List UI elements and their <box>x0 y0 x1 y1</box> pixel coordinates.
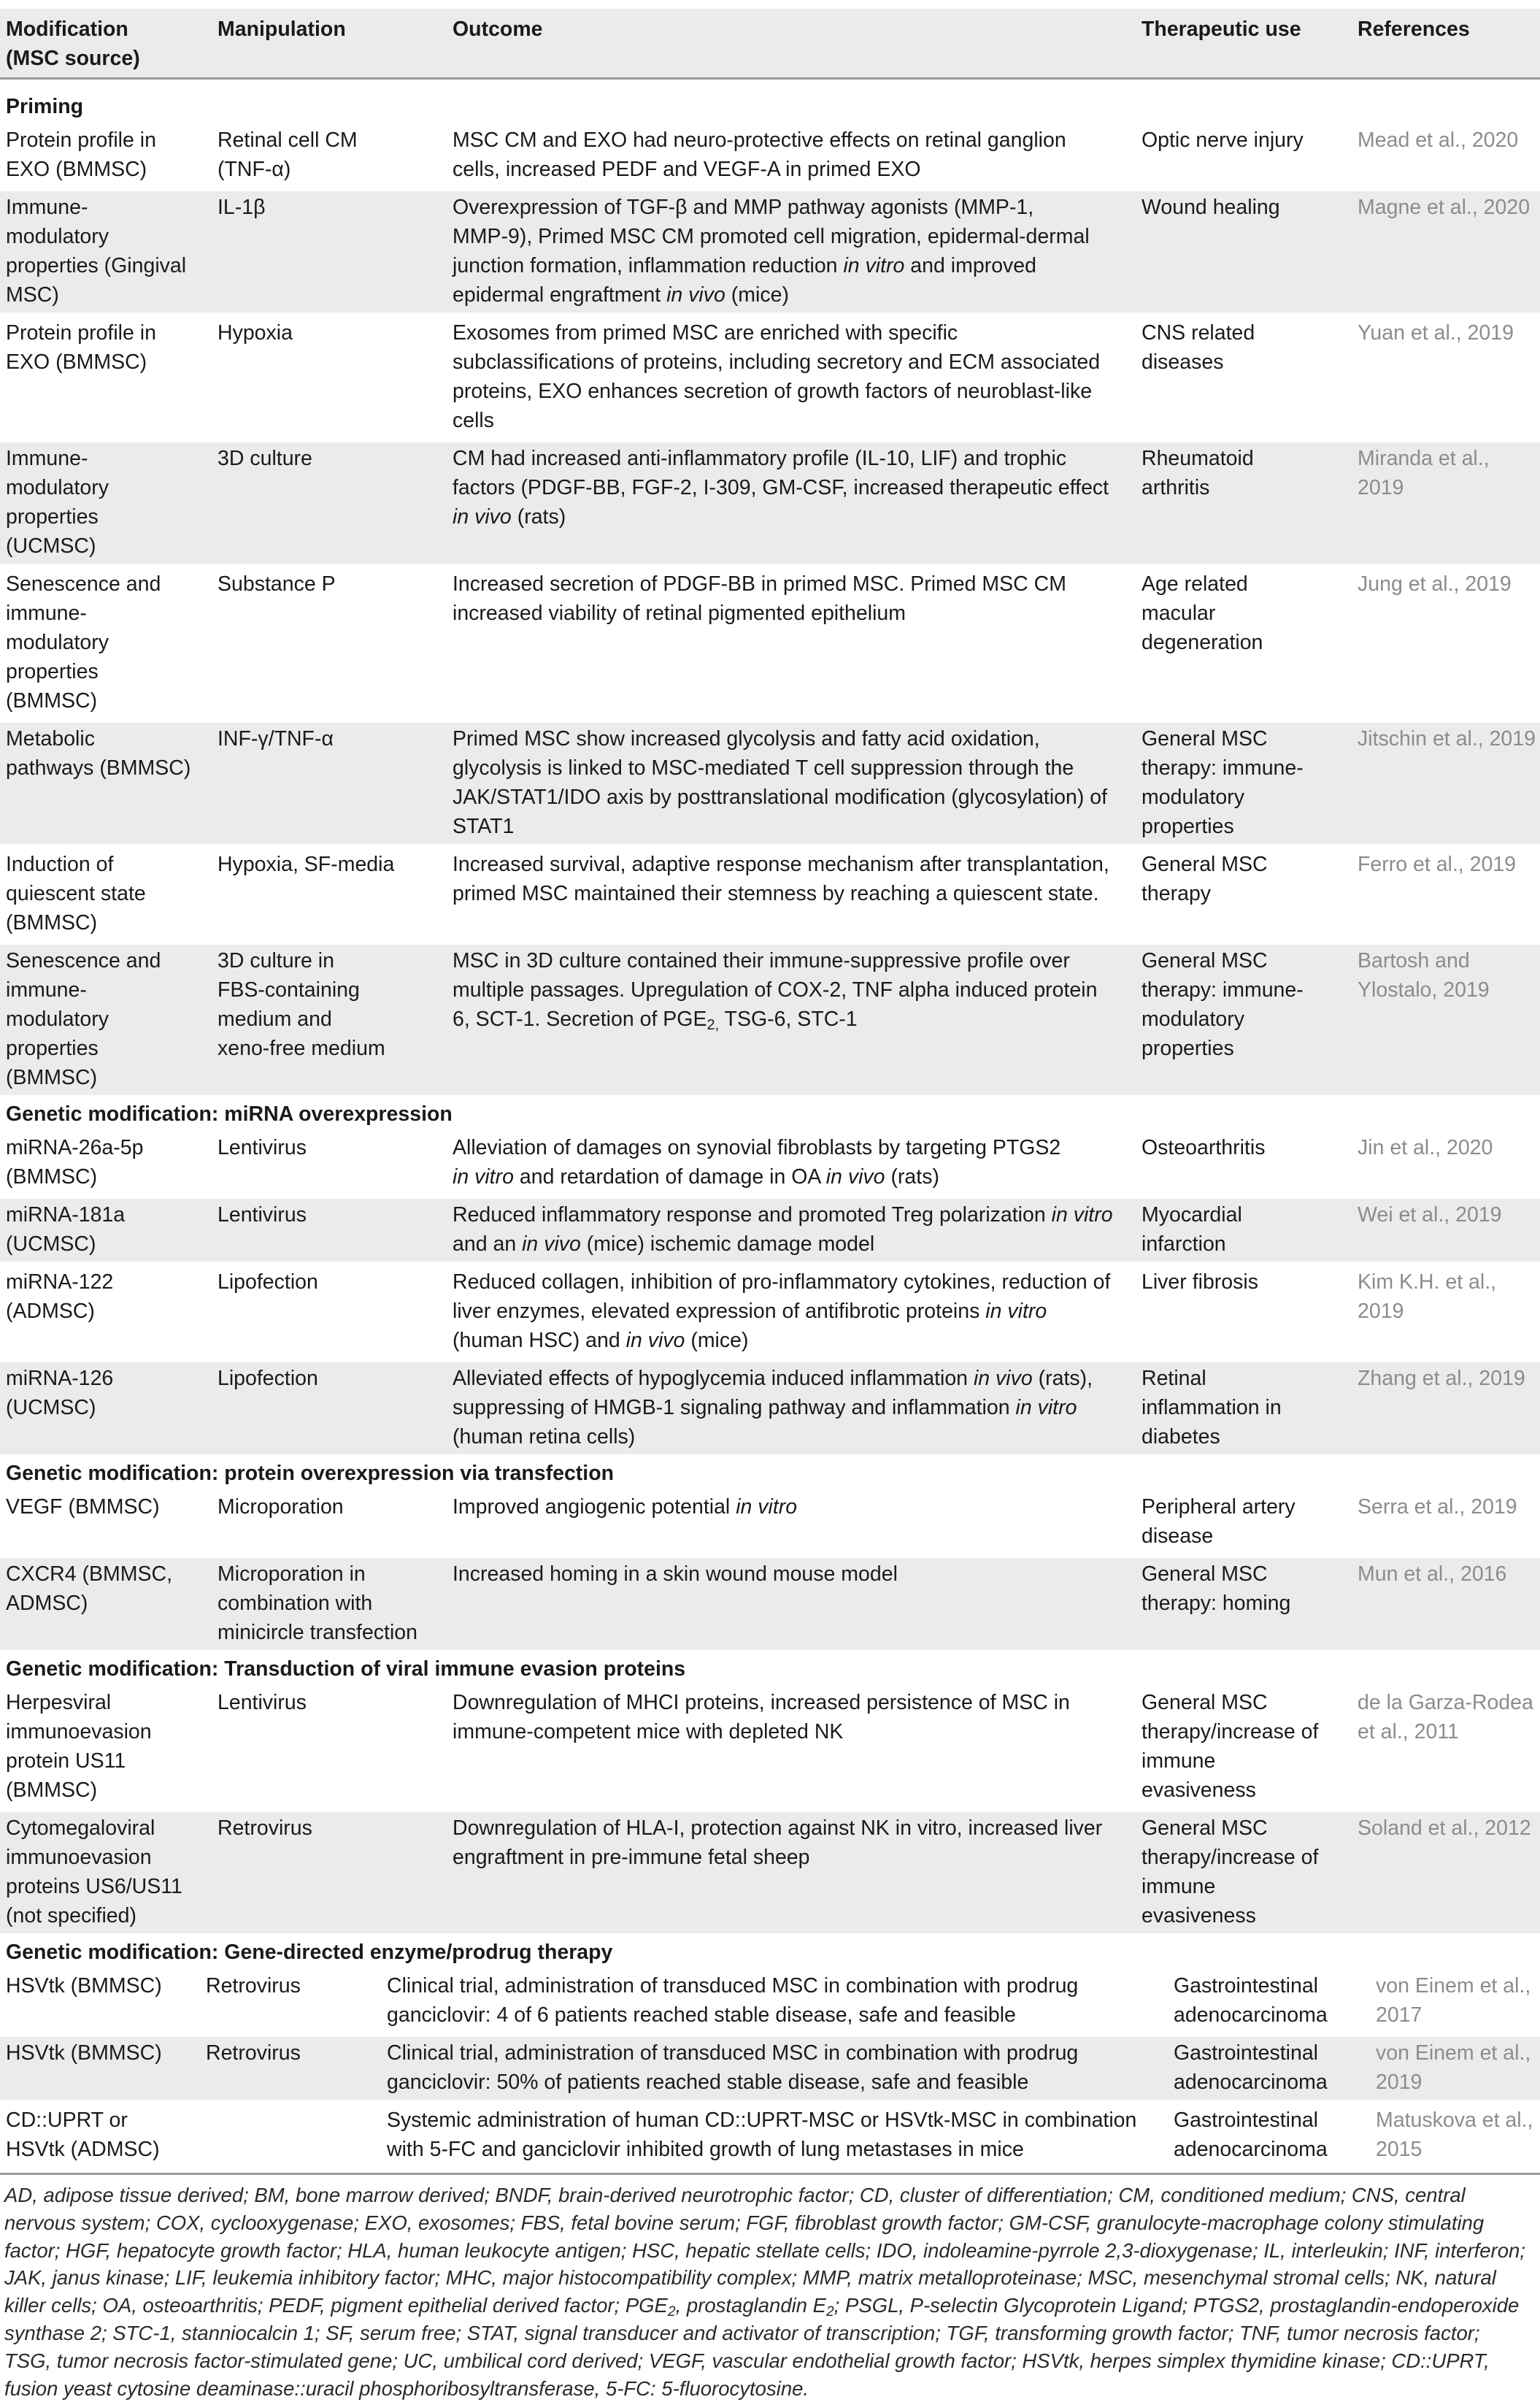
header-manipulation: Manipulation <box>217 18 346 41</box>
table-row <box>0 1362 1540 1454</box>
section-heading <box>0 1654 1540 1687</box>
outcome-cell: Reduced collagen, inhibition of pro-inflammatory cytokines, reduction of liver enzymes, elevated expression of antifibrotic proteins in vitro (human HSC) and in vivo (mice) <box>453 1270 1111 1352</box>
reference-cell: Yuan et al., 2019 <box>1358 321 1514 345</box>
modification-cell: Senescence and immune- modulatory properties (BMMSC) <box>6 572 161 713</box>
table-row <box>0 191 1540 312</box>
modification-cell: Metabolic pathways (BMMSC) <box>6 727 191 780</box>
table-row <box>0 1132 1540 1194</box>
therapeutic-use-cell: Osteoarthritis <box>1141 1136 1266 1159</box>
header-outcome: Outcome <box>453 18 543 41</box>
section-title: Genetic modification: protein overexpression via transfection <box>6 1462 615 1485</box>
table-row <box>0 945 1540 1095</box>
manipulation-cell: Lentivirus <box>217 1203 307 1227</box>
section-title: Priming <box>6 95 84 118</box>
manipulation-cell: 3D culture <box>217 447 312 470</box>
therapeutic-use-cell: Gastrointestinal adenocarcinoma <box>1174 2041 1328 2094</box>
table-row <box>0 1266 1540 1358</box>
table-row <box>0 1558 1540 1650</box>
header-modification-line: Modification <box>6 18 128 41</box>
outcome-cell: Increased survival, adaptive response mechanism after transplantation, primed MSC maintained their stemness by reaching a quiescent state. <box>453 853 1109 905</box>
manipulation-cell: Microporation in combination with minicircle transfection <box>217 1562 418 1644</box>
therapeutic-use-cell: Rheumatoid arthritis <box>1141 447 1254 499</box>
manipulation-cell: INF-γ/TNF-α <box>217 727 334 751</box>
therapeutic-use-cell: Gastrointestinal adenocarcinoma <box>1174 2109 1328 2161</box>
manipulation-cell: Retinal cell CM (TNF-α) <box>217 128 358 181</box>
reference-cell: Ferro et al., 2019 <box>1358 853 1517 876</box>
table-row <box>0 124 1540 187</box>
outcome-cell: Increased secretion of PDGF-BB in primed MSC. Primed MSC CM increased viability of retinal pigmented epithelium <box>453 572 1066 625</box>
manipulation-cell: Lentivirus <box>217 1691 307 1714</box>
therapeutic-use-cell: Retinal inflammation in diabetes <box>1141 1367 1282 1449</box>
outcome-cell: Reduced inflammatory response and promoted Treg polarization in vitro and an in vivo (mice) ischemic damage model <box>453 1203 1113 1256</box>
therapeutic-use-cell: General MSC therapy <box>1141 853 1268 905</box>
outcome-cell: Exosomes from primed MSC are enriched with specific subclassifications of proteins, including secretory and ECM associated proteins, EXO enhances secretion of growth factors of neuroblast-like cells <box>453 321 1101 432</box>
header-references: References <box>1358 18 1470 41</box>
table-row <box>0 1491 1540 1554</box>
therapeutic-use-cell: General MSC therapy/increase of immune evasiveness <box>1141 1816 1319 1927</box>
reference-cell: von Einem et al., 2017 <box>1376 1974 1531 2027</box>
manipulation-cell: Lentivirus <box>217 1136 307 1159</box>
table-row <box>0 723 1540 844</box>
header-modification <box>6 15 140 73</box>
outcome-cell: Overexpression of TGF-β and MMP pathway agonists (MMP-1, MMP-9), Primed MSC CM promoted cell migration, epidermal-dermal junction formation, inflammation reduction in vitro and improved epidermal engraftment in vivo (mice) <box>453 196 1090 307</box>
section-title: Genetic modification: Transduction of viral immune evasion proteins <box>6 1657 686 1681</box>
outcome-cell: Increased homing in a skin wound mouse model <box>453 1562 898 1586</box>
reference-cell: Magne et al., 2020 <box>1358 196 1531 219</box>
reference-cell: Wei et al., 2019 <box>1358 1203 1502 1227</box>
therapeutic-use-cell: General MSC therapy: immune- modulatory properties <box>1141 727 1304 838</box>
outcome-cell: MSC CM and EXO had neuro-protective effects on retinal ganglion cells, increased PEDF and VEGF-A in primed EXO <box>453 128 1066 181</box>
reference-cell: von Einem et al., 2019 <box>1376 2041 1531 2094</box>
manipulation-cell: Hypoxia, SF-media <box>217 853 395 876</box>
modification-cell: Induction of quiescent state (BMMSC) <box>6 853 146 935</box>
footnote-line: AD, adipose tissue derived; BM, bone marrow derived; BNDF, brain-derived neurotrophic factor; CD, cluster of differentiation; CM, conditioned medium; CNS, central <box>4 2184 1466 2206</box>
reference-cell: Soland et al., 2012 <box>1358 1816 1531 1840</box>
modification-cell: Senescence and immune- modulatory properties (BMMSC) <box>6 949 161 1089</box>
footnote-line: JAK, janus kinase; LIF, leukemia inhibitory factor; MHC, major histocompatibility complex; MMP, matrix metalloproteinase; MSC, mesenchymal stromal cells; NK, natural <box>4 2266 1496 2290</box>
table-row <box>0 1812 1540 1933</box>
modification-cell: miRNA-126 (UCMSC) <box>6 1367 114 1419</box>
section-heading <box>0 1938 1540 1970</box>
manipulation-cell: Substance P <box>217 572 336 596</box>
manipulation-cell: Hypoxia <box>217 321 293 345</box>
section-title: Genetic modification: Gene-directed enzyme/prodrug therapy <box>6 1941 613 1964</box>
footnote-line: fusion yeast cytosine deaminase::uracil phosphoribosyltransferase, 5-FC: 5-fluorocytosine. <box>4 2376 809 2400</box>
reference-cell: Miranda et al., 2019 <box>1358 447 1490 499</box>
table-footnote <box>4 2182 1534 2402</box>
header-modification-line: (MSC source) <box>6 47 140 70</box>
therapeutic-use-cell: Peripheral artery disease <box>1141 1495 1295 1548</box>
reference-cell: Mun et al., 2016 <box>1358 1562 1507 1586</box>
outcome-cell: Downregulation of HLA-I, protection against NK in vitro, increased liver engraftment in pre-immune fetal sheep <box>453 1816 1103 1869</box>
modification-cell: HSVtk (BMMSC) <box>6 2041 162 2065</box>
modification-cell: Protein profile in EXO (BMMSC) <box>6 128 156 181</box>
manipulation-cell: IL-1β <box>217 196 266 219</box>
outcome-cell: MSC in 3D culture contained their immune-suppressive profile over multiple passages. Upregulation of COX-2, TNF alpha induced protein 6, SCT-1. Secretion of $PGE_{2,}$ TSG-6, STC-1 <box>453 949 1098 1033</box>
therapeutic-use-cell: General MSC therapy: homing <box>1141 1562 1291 1615</box>
modification-cell: VEGF (BMMSC) <box>6 1495 160 1519</box>
manipulation-cell: Lipofection <box>217 1367 318 1390</box>
modification-cell: miRNA-26a-5p (BMMSC) <box>6 1136 144 1189</box>
reference-cell: Mead et al., 2020 <box>1358 128 1519 152</box>
reference-cell: Zhang et al., 2019 <box>1358 1367 1525 1390</box>
outcome-cell: Systemic administration of human CD::UPRT-MSC or HSVtk-MSC in combination with 5-FC and ganciclovir inhibited growth of lung metastases in mice <box>387 2109 1137 2161</box>
modification-cell: CXCR4 (BMMSC, ADMSC) <box>6 1562 173 1615</box>
reference-cell: de la Garza-Rodea et al., 2011 <box>1358 1691 1533 1743</box>
modification-cell: miRNA-181a (UCMSC) <box>6 1203 126 1256</box>
reference-cell: Serra et al., 2019 <box>1358 1495 1517 1519</box>
footnote-line: TSG, tumor necrosis factor-stimulated gene; UC, umbilical cord derived; VEGF, vascular endothelial growth factor; HSVtk, herpes simplex thymidine kinase; CD::UPRT, <box>4 2349 1490 2372</box>
outcome-cell: Clinical trial, administration of transduced MSC in combination with prodrug ganciclovir: 50% of patients reached stable disease, safe and feasible <box>387 2041 1079 2094</box>
reference-cell: Kim K.H. et al., 2019 <box>1358 1270 1497 1323</box>
footnote-line: synthase 2; STC-1, stanniocalcin 1; SF, serum free; STAT, signal transducer and activator of transcription; TGF, transforming growth factor; TNF, tumor necrosis factor; <box>4 2321 1480 2344</box>
section-heading <box>0 92 1540 124</box>
table-row <box>0 2037 1540 2100</box>
section-title: Genetic modification: miRNA overexpression <box>6 1102 453 1126</box>
modification-cell: Immune- modulatory properties (UCMSC) <box>6 447 109 558</box>
reference-cell: Jung et al., 2019 <box>1358 572 1512 596</box>
manipulation-cell: Lipofection <box>217 1270 318 1294</box>
reference-cell: Bartosh and Ylostalo, 2019 <box>1358 949 1490 1002</box>
table-row <box>0 568 1540 718</box>
therapeutic-use-cell: Gastrointestinal adenocarcinoma <box>1174 1974 1328 2027</box>
table-row <box>0 848 1540 940</box>
reference-cell: Matuskova et al., 2015 <box>1376 2109 1533 2161</box>
therapeutic-use-cell: Optic nerve injury <box>1141 128 1304 152</box>
table-row <box>0 1687 1540 1808</box>
modification-cell: Cytomegaloviral immunoevasion proteins US6/US11 (not specified) <box>6 1816 182 1927</box>
modification-cell: Protein profile in EXO (BMMSC) <box>6 321 156 374</box>
section-heading <box>0 1100 1540 1132</box>
therapeutic-use-cell: Age related macular degeneration <box>1141 572 1263 654</box>
table-row <box>0 1970 1540 2033</box>
reference-cell: Jitschin et al., 2019 <box>1358 727 1536 751</box>
footnote-line: nervous system; COX, cyclooxygenase; EXO, exosomes; FBS, fetal bovine serum; FGF, fibroblast growth factor; GM-CSF, granulocyte-macrophage colony stimulating <box>4 2211 1485 2234</box>
outcome-cell: Primed MSC show increased glycolysis and fatty acid oxidation, glycolysis is linked to MSC-mediated T cell suppression through the JAK/STAT1/IDO axis by posttranslational modification (glycosylation) of STAT1 <box>453 727 1108 838</box>
outcome-cell: Improved angiogenic potential in vitro <box>453 1495 798 1519</box>
manipulation-cell: Retrovirus <box>217 1816 312 1840</box>
therapeutic-use-cell: CNS related diseases <box>1141 321 1255 374</box>
table-row <box>0 2104 1540 2167</box>
outcome-cell: Alleviation of damages on synovial fibroblasts by targeting PTGS2 in vitro and retardation of damage in OA in vivo (rats) <box>453 1136 1061 1189</box>
outcome-cell: Downregulation of MHCI proteins, increased persistence of MSC in immune-competent mice with depleted NK <box>453 1691 1070 1743</box>
manipulation-cell: Retrovirus <box>206 1974 301 1998</box>
therapeutic-use-cell: Wound healing <box>1141 196 1280 219</box>
footnote-line: killer cells; OA, osteoarthritis; PEDF, pigment epithelial derived factor; $PGE_2$, prostaglandin $E_2$; PSGL, P-selectin Glycoprotein Ligand; PTGS2, prostaglandin-endoperoxide <box>4 2294 1520 2319</box>
therapeutic-use-cell: Myocardial infarction <box>1141 1203 1242 1256</box>
table-row <box>0 442 1540 564</box>
modification-cell: miRNA-122 (ADMSC) <box>6 1270 114 1323</box>
manipulation-cell: Retrovirus <box>206 2041 301 2065</box>
therapeutic-use-cell: Liver fibrosis <box>1141 1270 1258 1294</box>
manipulation-cell: 3D culture in FBS-containing medium and xeno-free medium <box>217 949 385 1060</box>
therapeutic-use-cell: General MSC therapy: immune- modulatory properties <box>1141 949 1304 1060</box>
therapeutic-use-cell: General MSC therapy/increase of immune evasiveness <box>1141 1691 1319 1802</box>
modification-cell: Immune- modulatory properties (Gingival MSC) <box>6 196 187 307</box>
table-row <box>0 1199 1540 1262</box>
modification-cell: CD::UPRT or HSVtk (ADMSC) <box>6 2109 160 2161</box>
section-heading <box>0 1459 1540 1491</box>
outcome-cell: CM had increased anti-inflammatory profile (IL-10, LIF) and trophic factors (PDGF-BB, FGF-2, I-309, GM-CSF, increased therapeutic effect in vivo (rats) <box>453 447 1109 529</box>
outcome-cell: Alleviated effects of hypoglycemia induced inflammation in vivo (rats), suppressing of HMGB-1 signaling pathway and inflammation in vitro (human retina cells) <box>453 1367 1093 1449</box>
outcome-cell: Clinical trial, administration of transduced MSC in combination with prodrug ganciclovir: 4 of 6 patients reached stable disease, safe and feasible <box>387 1974 1079 2027</box>
header-therapeutic-use: Therapeutic use <box>1141 18 1301 41</box>
table-row <box>0 317 1540 438</box>
manipulation-cell: Microporation <box>217 1495 344 1519</box>
footnote-line: factor; HGF, hepatocyte growth factor; HLA, human leukocyte antigen; HSC, hepatic stellate cells; IDO, indoleamine-pyrrole 2,3-dioxygenase; IL, interleukin; INF, interferon; <box>4 2238 1525 2262</box>
reference-cell: Jin et al., 2020 <box>1358 1136 1493 1159</box>
table-bottom-rule <box>0 2173 1540 2175</box>
modification-cell: Herpesviral immunoevasion protein US11 (BMMSC) <box>6 1691 152 1802</box>
table-header <box>0 9 1540 80</box>
modification-cell: HSVtk (BMMSC) <box>6 1974 162 1998</box>
